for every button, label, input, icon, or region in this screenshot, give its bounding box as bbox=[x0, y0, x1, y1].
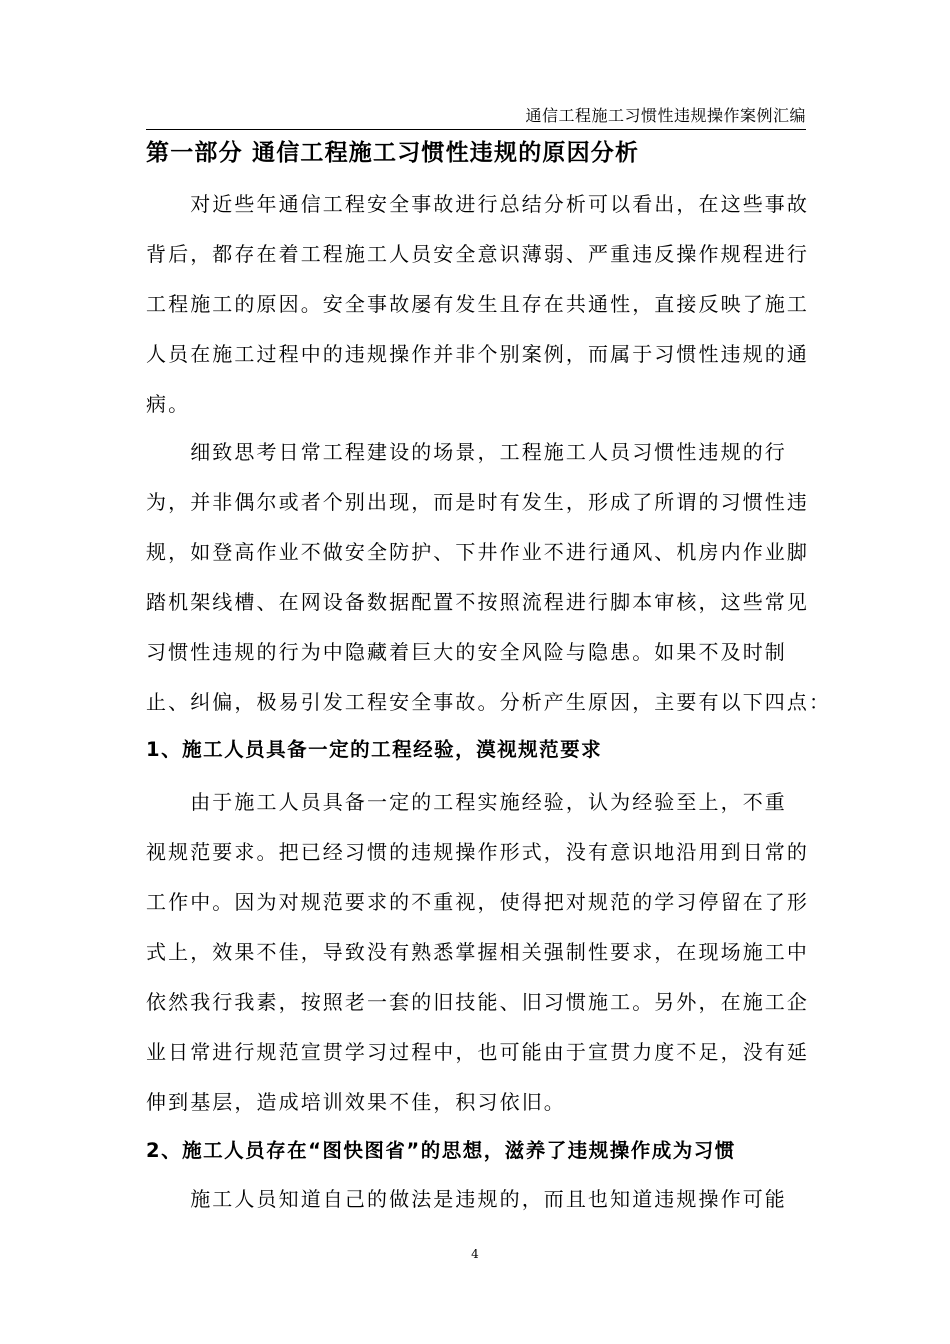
text-line: 对近些年通信工程安全事故进行总结分析可以看出，在这些事故 bbox=[146, 192, 809, 216]
header-rule bbox=[146, 129, 806, 130]
paragraph-section-2 bbox=[146, 1174, 806, 1224]
text-line: 业日常进行规范宣贯学习过程中，也可能由于宣贯力度不足，没有延 bbox=[146, 1040, 809, 1064]
paragraph-section-1 bbox=[146, 777, 809, 1127]
paragraph-habit bbox=[146, 427, 832, 727]
text-line: 工作中。因为对规范要求的不重视，使得把对规范的学习停留在了形 bbox=[146, 890, 809, 914]
text-line: 由于施工人员具备一定的工程实施经验，认为经验至上，不重 bbox=[146, 790, 787, 814]
page-number: 4 bbox=[471, 1247, 479, 1261]
text-line: 工程施工的原因。安全事故屡有发生且存在共通性，直接反映了施工 bbox=[146, 292, 809, 316]
text-line: 人员在施工过程中的违规操作并非个别案例，而属于习惯性违规的通 bbox=[146, 342, 809, 366]
text-line: 视规范要求。把已经习惯的违规操作形式，没有意识地沿用到日常的 bbox=[146, 840, 809, 864]
section-2-title: 2、施工人员存在“图快图省”的思想，滋养了违规操作成为习惯 bbox=[146, 1139, 736, 1162]
text-line: 止、纠偏，极易引发工程安全事故。分析产生原因，主要有以下四点： bbox=[146, 690, 832, 714]
text-line: 式上，效果不佳，导致没有熟悉掌握相关强制性要求，在现场施工中 bbox=[146, 940, 809, 964]
section-1-title: 1、施工人员具备一定的工程经验，漠视规范要求 bbox=[146, 738, 603, 761]
text-line: 细致思考日常工程建设的场景，工程施工人员习惯性违规的行 bbox=[146, 440, 787, 464]
text-line: 习惯性违规的行为中隐藏着巨大的安全风险与隐患。如果不及时制 bbox=[146, 640, 787, 664]
text-line: 依然我行我素，按照老一套的旧技能、旧习惯施工。另外，在施工企 bbox=[146, 990, 809, 1014]
text-line: 规，如登高作业不做安全防护、下井作业不进行通风、机房内作业脚 bbox=[146, 540, 809, 564]
text-line: 病。 bbox=[146, 392, 191, 416]
part-title: 第一部分 通信工程施工习惯性违规的原因分析 bbox=[146, 140, 640, 166]
text-line: 踏机架线槽、在网设备数据配置不按照流程进行脚本审核，这些常见 bbox=[146, 590, 809, 614]
text-line: 为，并非偶尔或者个别出现，而是时有发生，形成了所谓的习惯性违 bbox=[146, 490, 809, 514]
text-line: 施工人员知道自己的做法是违规的，而且也知道违规操作可能 bbox=[146, 1187, 787, 1211]
running-header: 通信工程施工习惯性违规操作案例汇编 bbox=[525, 106, 806, 125]
text-line: 伸到基层，造成培训效果不佳，积习依旧。 bbox=[146, 1090, 566, 1114]
text-line: 背后，都存在着工程施工人员安全意识薄弱、严重违反操作规程进行 bbox=[146, 242, 809, 266]
paragraph-intro bbox=[146, 179, 809, 429]
